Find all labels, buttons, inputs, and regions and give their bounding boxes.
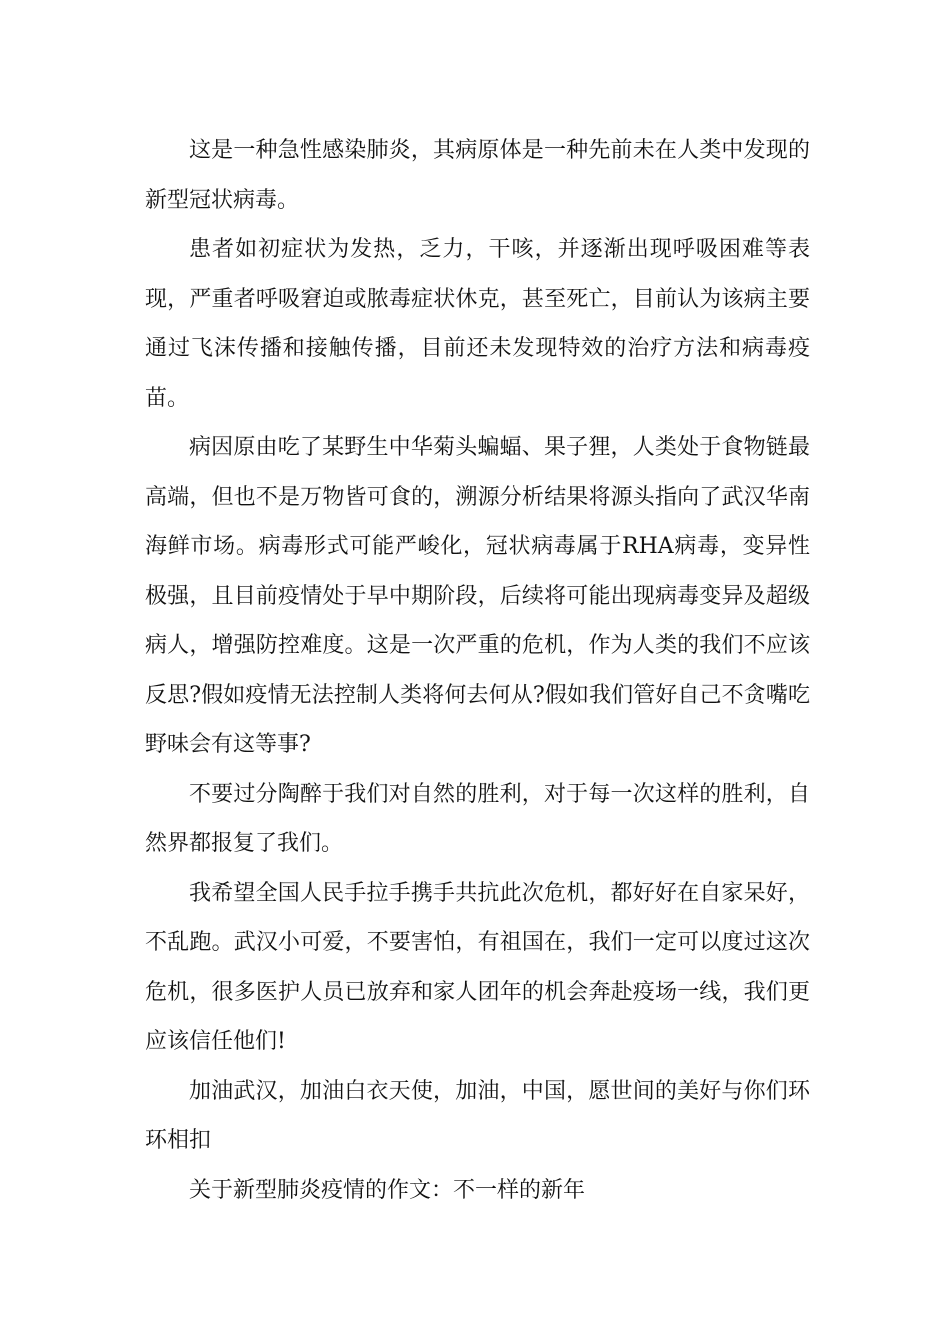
paragraph-2: 患者如初症状为发热，乏力，干咳，并逐渐出现呼吸困难等表现，严重者呼吸窘迫或脓毒症状休克，甚至死亡，目前认为该病主要通过飞沫传播和接触传播，目前还未发现特效的治疗方法和病毒疫苗。 (145, 237, 810, 411)
paragraph-3: 病因原由吃了某野生中华菊头蝙蝠、果子狸，人类处于食物链最高端，但也不是万物皆可食的，溯源分析结果将源头指向了武汉华南海鲜市场。病毒形式可能严峻化，冠状病毒属于RHA病毒，变异性极强，且目前疫情处于早中期阶段，后续将可能出现病毒变异及超级病人，增强防控难度。这是一次严重的危机，作为人类的我们不应该反思?假如疫情无法控制人类将何去何从?假如我们管好自己不贪嘴吃野味会有这等事? (145, 435, 810, 757)
document-body (145, 126, 810, 1215)
paragraph-6: 加油武汉，加油白衣天使，加油，中国，愿世间的美好与你们环环相扣 (145, 1078, 810, 1153)
paragraph-1: 这是一种急性感染肺炎，其病原体是一种先前未在人类中发现的新型冠状病毒。 (145, 138, 810, 213)
paragraph-7-heading: 关于新型肺炎疫情的作文：不一样的新年 (189, 1177, 586, 1203)
paragraph-4: 不要过分陶醉于我们对自然的胜利，对于每一次这样的胜利，自然界都报复了我们。 (145, 781, 810, 856)
paragraph-5: 我希望全国人民手拉手携手共抗此次危机，都好好在自家呆好，不乱跑。武汉小可爱，不要害怕，有祖国在，我们一定可以度过这次危机，很多医护人员已放弃和家人团年的机会奔赴疫场一线，我们更应该信任他们! (145, 880, 810, 1054)
